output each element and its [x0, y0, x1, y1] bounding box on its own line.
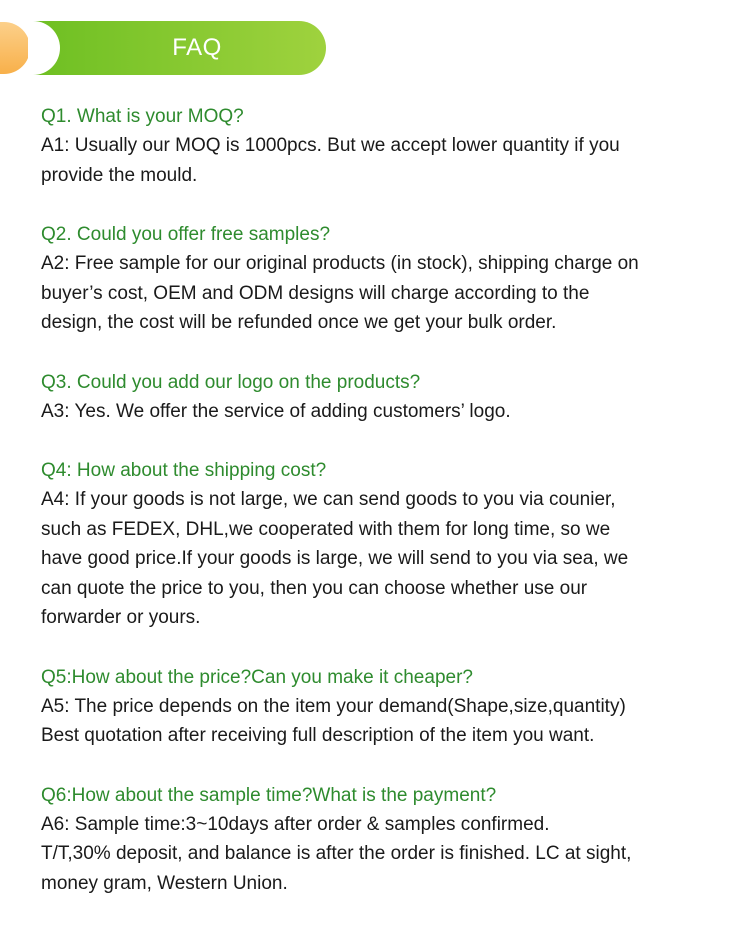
faq-answer: A3: Yes. We offer the service of adding customers’ logo.	[41, 400, 511, 422]
faq-question: Q3. Could you add our logo on the products?	[41, 371, 421, 393]
faq-item-q6	[41, 781, 731, 899]
faq-answer: A2: Free sample for our original products (in stock), shipping charge on buyer’s cost, OEM and ODM designs will charge according to the design, the cost will be refunded once we get your bulk order.	[41, 253, 639, 333]
faq-question: Q5:How about the price?Can you make it cheaper?	[41, 666, 473, 688]
faq-answer: A5: The price depends on the item your demand(Shape,size,quantity) Best quotation after receiving full description of the item you want.	[41, 695, 626, 746]
faq-question: Q6:How about the sample time?What is the payment?	[41, 784, 497, 806]
faq-item-q5	[41, 663, 731, 751]
faq-answer: A6: Sample time:3~10days after order & samples confirmed. T/T,30% deposit, and balance is after the order is finished. LC at sight, money gram, Western Union.	[41, 813, 632, 894]
faq-answer: A1: Usually our MOQ is 1000pcs. But we accept lower quantity if you provide the mould.	[41, 135, 620, 186]
faq-question: Q4: How about the shipping cost?	[41, 460, 327, 481]
faq-item-q1	[41, 102, 731, 190]
faq-answer: A4: If your goods is not large, we can send goods to you via counier, such as FEDEX, DHL,we cooperated with them for long time, so we have good price.If your goods is large, we will send to you via sea, we can quote the price to you, then you can choose whether use our forwarder or yours.	[41, 489, 629, 628]
faq-item-q2	[41, 220, 731, 338]
faq-banner	[0, 0, 330, 92]
faq-question: Q1. What is your MOQ?	[41, 106, 244, 127]
faq-list	[41, 102, 731, 928]
faq-item-q4	[41, 456, 731, 633]
banner-orange-tab	[0, 22, 30, 74]
faq-question: Q2. Could you offer free samples?	[41, 224, 331, 245]
page-title: FAQ	[172, 34, 222, 61]
faq-item-q3	[41, 368, 731, 427]
